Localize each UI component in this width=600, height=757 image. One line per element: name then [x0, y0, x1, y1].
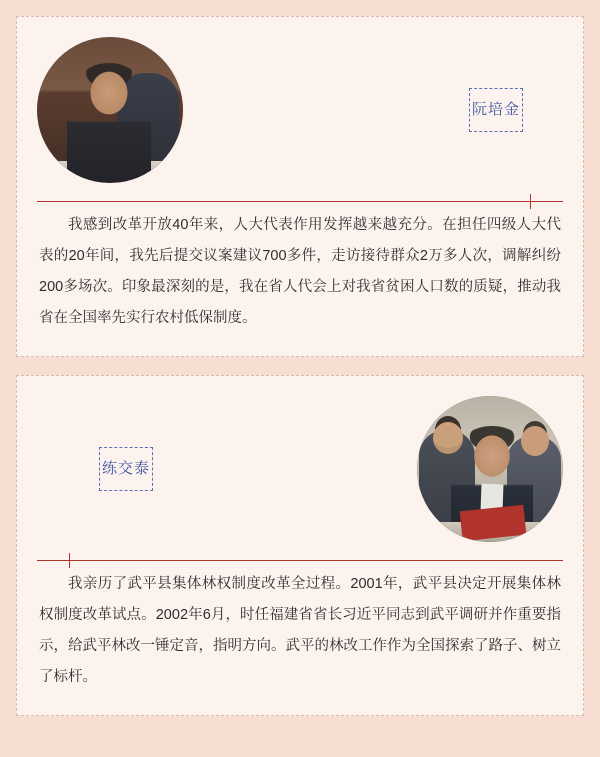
testimonial-text-2: 我亲历了武平县集体林权制度改革全过程。2001年，武平县决定开展集体林权制度改革试点。2002年6月，时任福建省省长习近平同志到武平调研并作重要指示，给武平林改一锤定音，指明方向。武平的林改工作作为全国探索了路子、树立了标杆。 — [39, 576, 561, 685]
speaker-name-badge-1: 阮培金 — [469, 88, 523, 132]
portrait-photo-2 — [417, 396, 563, 542]
portrait-photo-1 — [37, 37, 183, 183]
testimonial-card-1 — [16, 16, 584, 357]
speaker-name-badge-2: 练交泰 — [99, 447, 153, 491]
divider-line-2 — [37, 560, 563, 561]
card-header-2 — [37, 394, 563, 544]
testimonial-text-1: 我感到改革开放40年来，人大代表作用发挥越来越充分。在担任四级人大代表的20年间，我先后提交议案建议700多件，走访接待群众2万多人次，调解纠纷200多场次。印象最深刻的是，我在省人代会上对我省贫困人口数的质疑，推动我省在全国率先实行农村低保制度。 — [39, 217, 561, 326]
testimonial-card-2 — [16, 375, 584, 716]
divider-line-1 — [37, 201, 563, 202]
card-header-1 — [37, 35, 563, 185]
